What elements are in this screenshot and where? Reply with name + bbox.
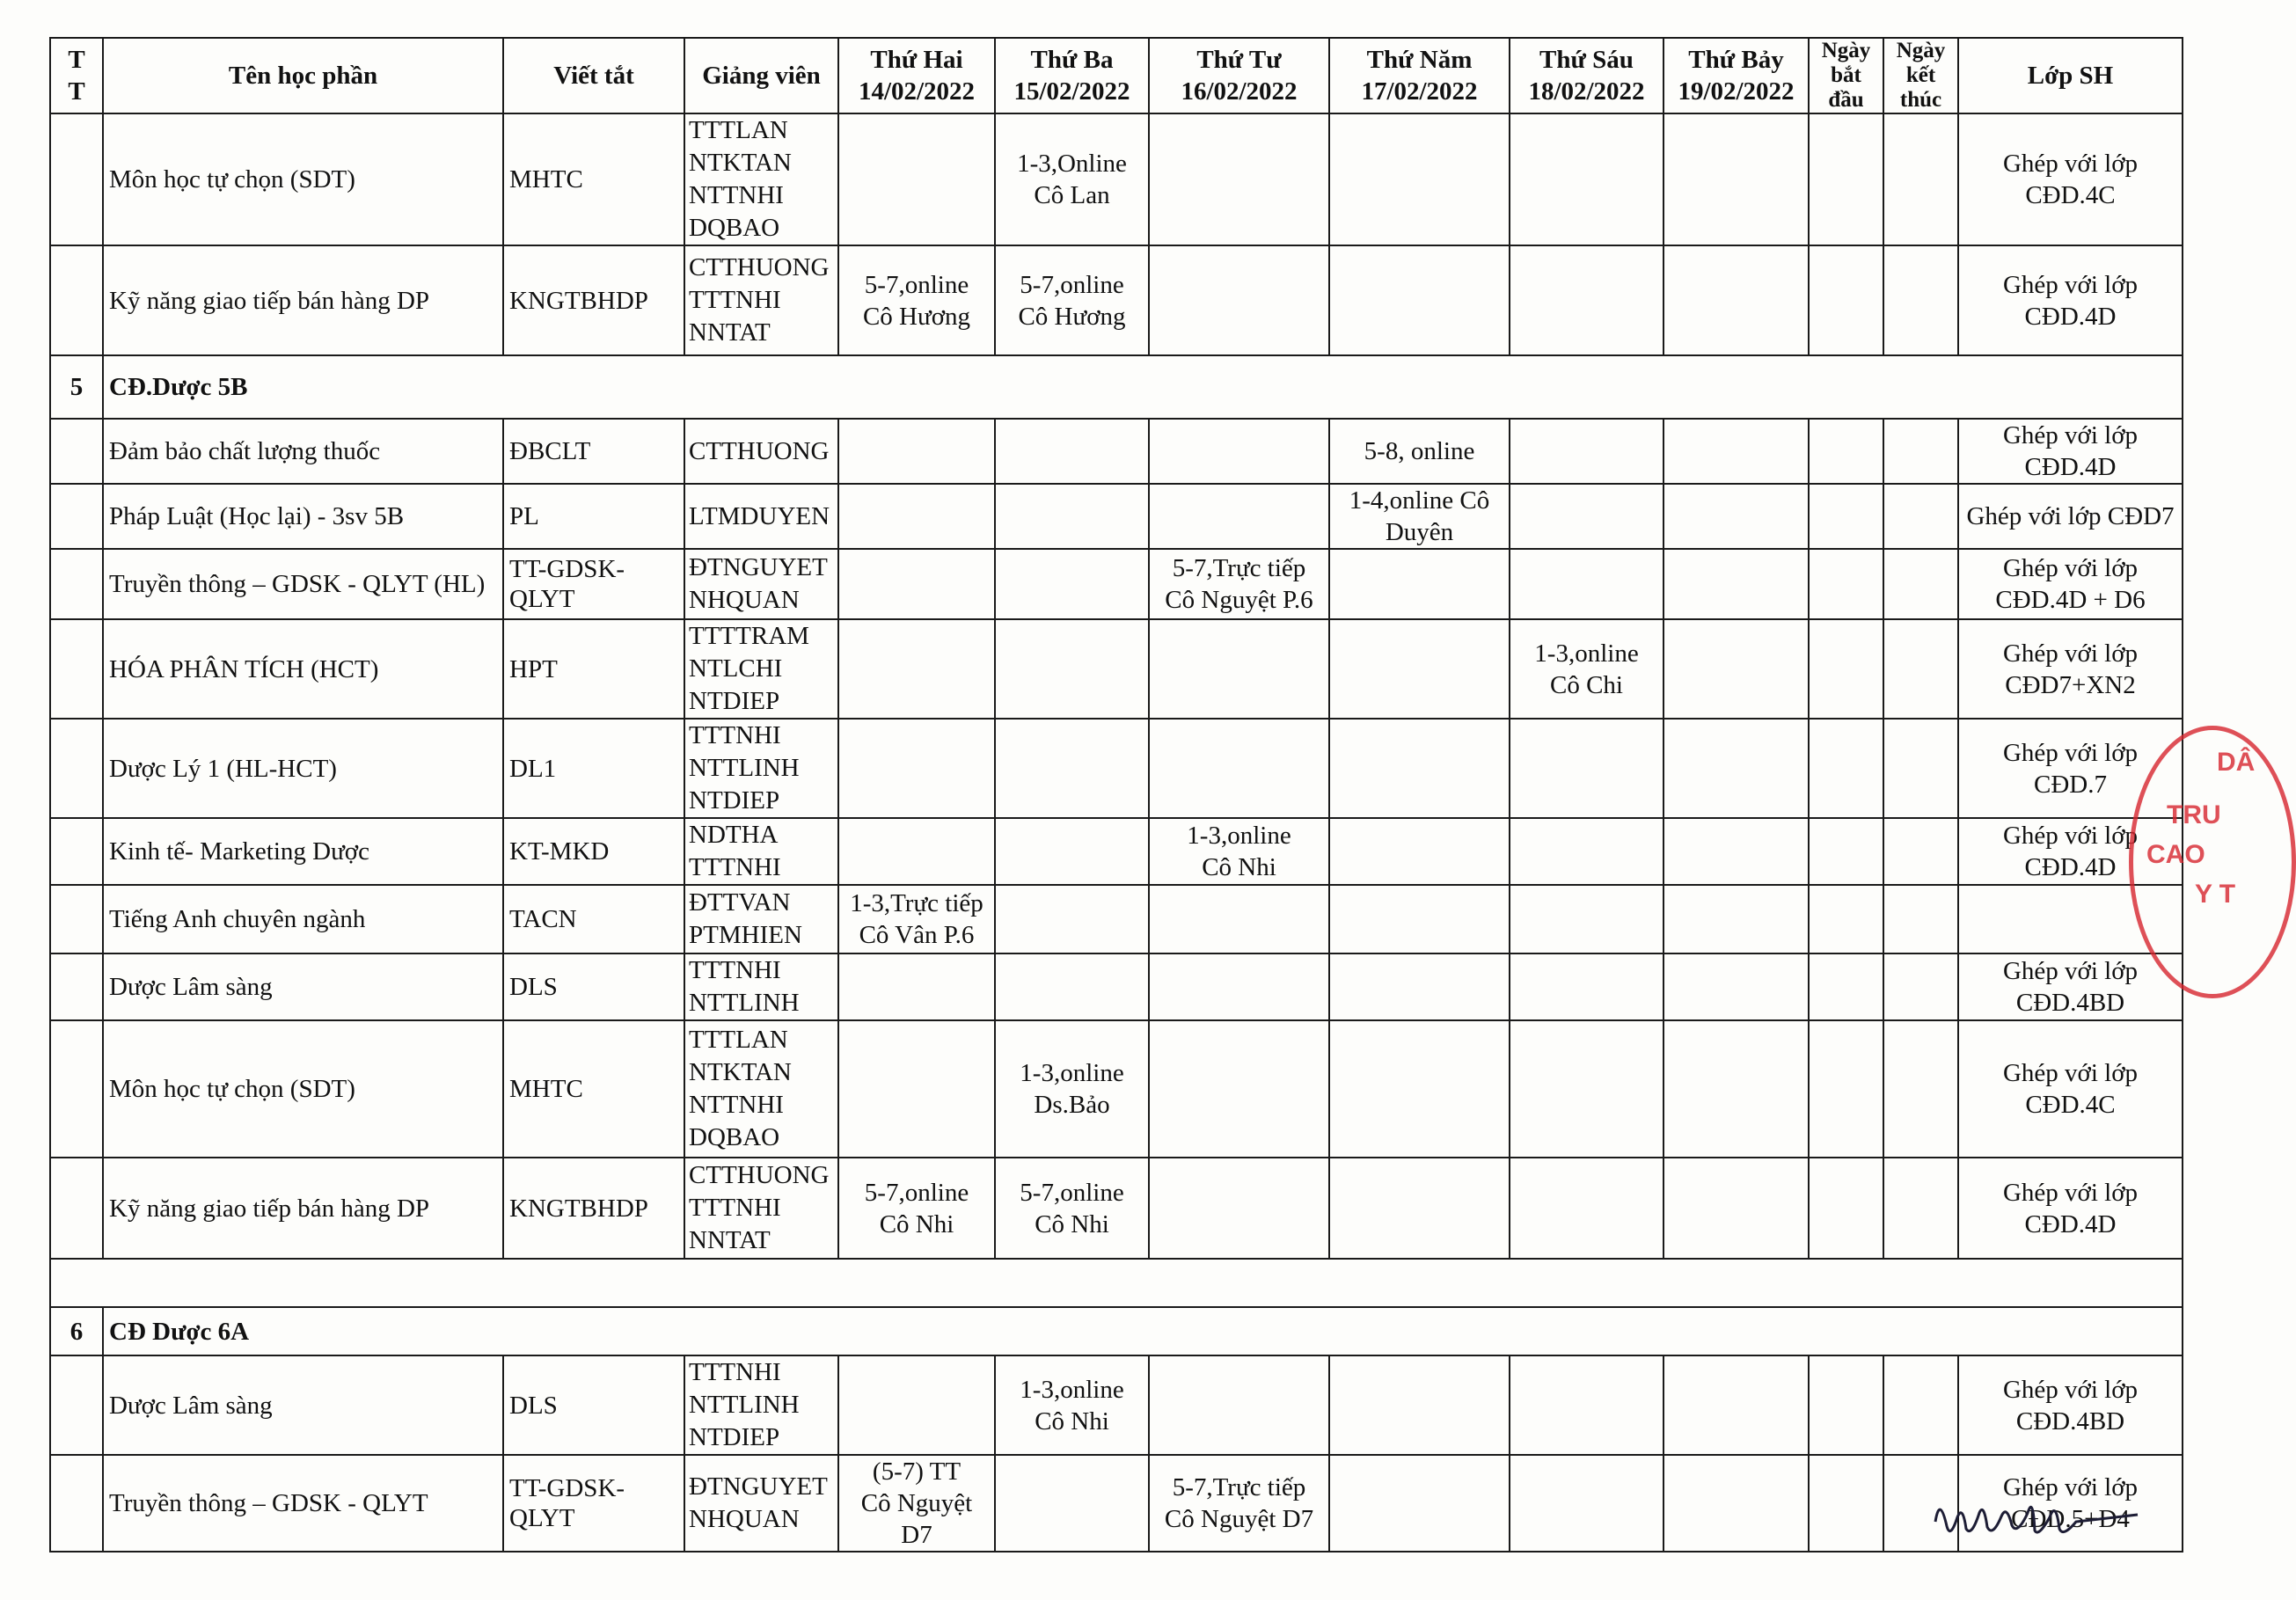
course-abbreviation: KNGTBHDP: [503, 245, 684, 355]
course-abbreviation: ĐBCLT: [503, 419, 684, 484]
day-slot: [1510, 1455, 1664, 1552]
day-slot: [1149, 953, 1329, 1020]
day-slot: [1664, 1455, 1809, 1552]
day-name: Thứ Hai: [870, 46, 963, 74]
end-date-cell: [1883, 1020, 1958, 1158]
course-row: [50, 818, 2183, 885]
class-group: Ghép với lớp CĐD.4D: [1958, 1158, 2183, 1259]
day-slot: [1329, 549, 1510, 619]
row-number-cell: [50, 719, 103, 818]
day-slot: [1329, 113, 1510, 245]
header-class: Lớp SH: [1958, 38, 2183, 113]
day-slot: [1510, 113, 1664, 245]
day-slot: [1329, 1020, 1510, 1158]
row-number-cell: [50, 484, 103, 549]
day-slot: [1149, 484, 1329, 549]
section-number: 6: [50, 1307, 103, 1355]
signature: [1931, 1487, 2142, 1548]
blank-cell: [50, 1259, 2183, 1307]
day-slot: [1329, 1158, 1510, 1259]
day-slot: 5-8, online: [1329, 419, 1510, 484]
day-slot: [995, 719, 1149, 818]
day-slot: [1329, 953, 1510, 1020]
lecturer-list: TTTNHI NTTLINH NTDIEP: [684, 719, 838, 818]
header-end-date: Ngày kết thúc: [1883, 38, 1958, 113]
end-date-cell: [1883, 484, 1958, 549]
day-slot: [1149, 419, 1329, 484]
day-slot: [838, 549, 995, 619]
class-group: Ghép với lớp CĐD.4D: [1958, 245, 2183, 355]
day-slot: [995, 818, 1149, 885]
day-slot: [1149, 885, 1329, 953]
class-group: Ghép với lớp CĐD7: [1958, 484, 2183, 549]
course-name: Tiếng Anh chuyên ngành: [103, 885, 503, 953]
day-slot: [1149, 1020, 1329, 1158]
course-row: [50, 484, 2183, 549]
class-group: Ghép với lớp CĐD7+XN2: [1958, 619, 2183, 719]
course-name: Môn học tự chọn (SDT): [103, 113, 503, 245]
schedule-table: [49, 37, 2183, 1553]
course-name: Môn học tự chọn (SDT): [103, 1020, 503, 1158]
day-slot: [995, 885, 1149, 953]
row-number-cell: [50, 1455, 103, 1552]
day-date: 16/02/2022: [1181, 77, 1298, 106]
day-slot: [1149, 1355, 1329, 1455]
start-date-cell: [1809, 885, 1883, 953]
day-name: Thứ Bảy: [1688, 46, 1784, 74]
day-date: 18/02/2022: [1528, 77, 1645, 106]
day-slot: [838, 1020, 995, 1158]
row-number-cell: [50, 549, 103, 619]
day-slot: [838, 619, 995, 719]
day-slot: 5-7,Trực tiếp Cô Nguyệt D7: [1149, 1455, 1329, 1552]
row-number-cell: [50, 818, 103, 885]
lecturer-list: TTTLAN NTKTAN NTTNHI DQBAO: [684, 1020, 838, 1158]
header-row: [50, 38, 2183, 113]
day-slot: [838, 113, 995, 245]
course-row: [50, 113, 2183, 245]
header-abbreviation: Viết tắt: [503, 38, 684, 113]
day-date: 15/02/2022: [1013, 77, 1130, 106]
lecturer-list: CTTHUONG: [684, 419, 838, 484]
row-number-cell: [50, 953, 103, 1020]
day-slot: [1664, 1020, 1809, 1158]
course-abbreviation: TACN: [503, 885, 684, 953]
end-date-cell: [1883, 549, 1958, 619]
class-group: Ghép với lớp CĐD.4D: [1958, 818, 2183, 885]
day-slot: 5-7,online Cô Hương: [995, 245, 1149, 355]
day-slot: [1329, 1355, 1510, 1455]
day-slot: [1664, 113, 1809, 245]
day-slot: [995, 619, 1149, 719]
day-slot: [1664, 619, 1809, 719]
class-group: Ghép với lớp CĐD.4BD: [1958, 1355, 2183, 1455]
course-row: [50, 549, 2183, 619]
day-name: Thứ Tư: [1196, 46, 1282, 74]
day-slot: 1-4,online Cô Duyên: [1329, 484, 1510, 549]
end-date-cell: [1883, 113, 1958, 245]
course-abbreviation: MHTC: [503, 113, 684, 245]
day-slot: [1510, 1158, 1664, 1259]
day-slot: [995, 549, 1149, 619]
day-slot: [1329, 719, 1510, 818]
day-slot: 1-3,online Cô Nhi: [995, 1355, 1149, 1455]
day-slot: [1664, 419, 1809, 484]
header-tuesday: [995, 38, 1149, 113]
course-row: [50, 1158, 2183, 1259]
course-name: Dược Lâm sàng: [103, 1355, 503, 1455]
course-abbreviation: TT-GDSK- QLYT: [503, 549, 684, 619]
start-date-cell: [1809, 1455, 1883, 1552]
day-slot: [1329, 245, 1510, 355]
start-date-cell: [1809, 818, 1883, 885]
schedule-body: [50, 113, 2183, 1552]
day-slot: [1510, 953, 1664, 1020]
class-group: Ghép với lớp CĐD.4C: [1958, 113, 2183, 245]
header-thursday: [1329, 38, 1510, 113]
start-date-cell: [1809, 245, 1883, 355]
day-slot: [1149, 719, 1329, 818]
end-date-cell: [1883, 885, 1958, 953]
row-number-cell: [50, 619, 103, 719]
day-slot: [1664, 885, 1809, 953]
official-stamp: DÂ TRU CAO Y T: [2129, 726, 2296, 998]
row-number-cell: [50, 1158, 103, 1259]
course-row: [50, 885, 2183, 953]
header-start-date: Ngày bắt đầu: [1809, 38, 1883, 113]
day-slot: 1-3,online Ds.Bảo: [995, 1020, 1149, 1158]
start-date-cell: [1809, 549, 1883, 619]
course-name: Kỹ năng giao tiếp bán hàng DP: [103, 245, 503, 355]
day-slot: [1510, 549, 1664, 619]
class-group: Ghép với lớp CĐD.4D: [1958, 419, 2183, 484]
course-row: [50, 1455, 2183, 1552]
day-slot: [1664, 1355, 1809, 1455]
day-slot: [1510, 484, 1664, 549]
lecturer-list: ĐTNGUYET NHQUAN: [684, 1455, 838, 1552]
day-slot: [1329, 1455, 1510, 1552]
day-slot: 5-7,online Cô Nhi: [838, 1158, 995, 1259]
section-number: 5: [50, 355, 103, 419]
day-slot: [995, 419, 1149, 484]
course-abbreviation: TT-GDSK- QLYT: [503, 1455, 684, 1552]
blank-row: [50, 1259, 2183, 1307]
end-date-cell: [1883, 245, 1958, 355]
course-row: [50, 619, 2183, 719]
section-title: CĐ.Dược 5B: [103, 355, 2183, 419]
day-slot: [1664, 549, 1809, 619]
end-date-cell: [1883, 1158, 1958, 1259]
course-abbreviation: DL1: [503, 719, 684, 818]
row-number-cell: [50, 1020, 103, 1158]
start-date-cell: [1809, 619, 1883, 719]
day-slot: [1664, 484, 1809, 549]
course-abbreviation: KT-MKD: [503, 818, 684, 885]
header-tt: T T: [50, 38, 103, 113]
day-slot: [838, 818, 995, 885]
start-date-cell: [1809, 484, 1883, 549]
day-slot: [1149, 619, 1329, 719]
day-slot: [995, 953, 1149, 1020]
course-row: [50, 953, 2183, 1020]
section-row: [50, 355, 2183, 419]
course-abbreviation: HPT: [503, 619, 684, 719]
end-date-cell: [1883, 719, 1958, 818]
start-date-cell: [1809, 1020, 1883, 1158]
day-date: 14/02/2022: [858, 77, 976, 106]
day-slot: [838, 953, 995, 1020]
class-group: Ghép với lớp CĐD.4BD: [1958, 953, 2183, 1020]
day-slot: 1-3,online Cô Nhi: [1149, 818, 1329, 885]
day-slot: [838, 484, 995, 549]
course-abbreviation: MHTC: [503, 1020, 684, 1158]
day-slot: 1-3,Trực tiếp Cô Vân P.6: [838, 885, 995, 953]
day-slot: 5-7,online Cô Nhi: [995, 1158, 1149, 1259]
course-row: [50, 1020, 2183, 1158]
lecturer-list: ĐTNGUYET NHQUAN: [684, 549, 838, 619]
day-slot: [1664, 719, 1809, 818]
section-row: [50, 1307, 2183, 1355]
day-slot: [838, 719, 995, 818]
start-date-cell: [1809, 1158, 1883, 1259]
row-number-cell: [50, 419, 103, 484]
course-abbreviation: PL: [503, 484, 684, 549]
lecturer-list: CTTHUONG TTTNHI NNTAT: [684, 1158, 838, 1259]
start-date-cell: [1809, 419, 1883, 484]
row-number-cell: [50, 1355, 103, 1455]
class-group: Ghép với lớp CĐD.7: [1958, 719, 2183, 818]
day-slot: [1149, 1158, 1329, 1259]
day-name: Thứ Ba: [1030, 46, 1114, 74]
day-slot: [995, 484, 1149, 549]
lecturer-list: NDTHA TTTNHI: [684, 818, 838, 885]
course-name: Đảm bảo chất lượng thuốc: [103, 419, 503, 484]
course-name: Dược Lâm sàng: [103, 953, 503, 1020]
course-name: Kinh tế- Marketing Dược: [103, 818, 503, 885]
day-slot: [1510, 1020, 1664, 1158]
course-row: [50, 1355, 2183, 1455]
day-slot: [1329, 818, 1510, 885]
day-slot: (5-7) TT Cô Nguyệt D7: [838, 1455, 995, 1552]
class-group: Ghép với lớp CĐD.5+D4: [1958, 1455, 2183, 1552]
day-slot: [1510, 419, 1664, 484]
course-abbreviation: DLS: [503, 1355, 684, 1455]
day-slot: [1664, 1158, 1809, 1259]
day-slot: [1664, 818, 1809, 885]
lecturer-list: LTMDUYEN: [684, 484, 838, 549]
course-name: HÓA PHÂN TÍCH (HCT): [103, 619, 503, 719]
course-abbreviation: KNGTBHDP: [503, 1158, 684, 1259]
end-date-cell: [1883, 953, 1958, 1020]
day-slot: [995, 1455, 1149, 1552]
course-name: Truyền thông – GDSK - QLYT (HL): [103, 549, 503, 619]
header-course-name: Tên học phần: [103, 38, 503, 113]
day-name: Thứ Sáu: [1539, 46, 1634, 74]
end-date-cell: [1883, 619, 1958, 719]
day-slot: [1510, 885, 1664, 953]
course-row: [50, 419, 2183, 484]
lecturer-list: TTTNHI NTTLINH: [684, 953, 838, 1020]
day-slot: 5-7,Trực tiếp Cô Nguyệt P.6: [1149, 549, 1329, 619]
day-slot: [1329, 885, 1510, 953]
course-name: Truyền thông – GDSK - QLYT: [103, 1455, 503, 1552]
lecturer-list: TTTLAN NTKTAN NTTNHI DQBAO: [684, 113, 838, 245]
row-number-cell: [50, 245, 103, 355]
day-slot: [1510, 245, 1664, 355]
day-name: Thứ Năm: [1366, 46, 1473, 74]
lecturer-list: ĐTTVAN PTMHIEN: [684, 885, 838, 953]
day-slot: [1510, 1355, 1664, 1455]
course-name: Kỹ năng giao tiếp bán hàng DP: [103, 1158, 503, 1259]
start-date-cell: [1809, 953, 1883, 1020]
header-monday: [838, 38, 995, 113]
start-date-cell: [1809, 1355, 1883, 1455]
day-date: 19/02/2022: [1678, 77, 1795, 106]
course-name: Pháp Luật (Học lại) - 3sv 5B: [103, 484, 503, 549]
lecturer-list: CTTHUONG TTTNHI NNTAT: [684, 245, 838, 355]
course-row: [50, 719, 2183, 818]
day-slot: 1-3,Online Cô Lan: [995, 113, 1149, 245]
row-number-cell: [50, 885, 103, 953]
day-date: 17/02/2022: [1361, 77, 1478, 106]
lecturer-list: TTTNHI NTTLINH NTDIEP: [684, 1355, 838, 1455]
class-group: Ghép với lớp CĐD.4D + D6: [1958, 549, 2183, 619]
row-number-cell: [50, 113, 103, 245]
end-date-cell: [1883, 818, 1958, 885]
header-saturday: [1664, 38, 1809, 113]
day-slot: [1149, 245, 1329, 355]
day-slot: [1664, 953, 1809, 1020]
day-slot: [1149, 113, 1329, 245]
course-row: [50, 245, 2183, 355]
course-name: Dược Lý 1 (HL-HCT): [103, 719, 503, 818]
start-date-cell: [1809, 113, 1883, 245]
section-title: CĐ Dược 6A: [103, 1307, 2183, 1355]
day-slot: [1510, 818, 1664, 885]
header-wednesday: [1149, 38, 1329, 113]
lecturer-list: TTTTRAM NTLCHI NTDIEP: [684, 619, 838, 719]
day-slot: [1510, 719, 1664, 818]
course-abbreviation: DLS: [503, 953, 684, 1020]
start-date-cell: [1809, 719, 1883, 818]
header-lecturer: Giảng viên: [684, 38, 838, 113]
class-group: Ghép với lớp CĐD.4C: [1958, 1020, 2183, 1158]
day-slot: [838, 1355, 995, 1455]
day-slot: [1664, 245, 1809, 355]
end-date-cell: [1883, 1355, 1958, 1455]
header-friday: [1510, 38, 1664, 113]
day-slot: 5-7,online Cô Hương: [838, 245, 995, 355]
end-date-cell: [1883, 419, 1958, 484]
day-slot: [1329, 619, 1510, 719]
day-slot: [838, 419, 995, 484]
day-slot: 1-3,online Cô Chi: [1510, 619, 1664, 719]
